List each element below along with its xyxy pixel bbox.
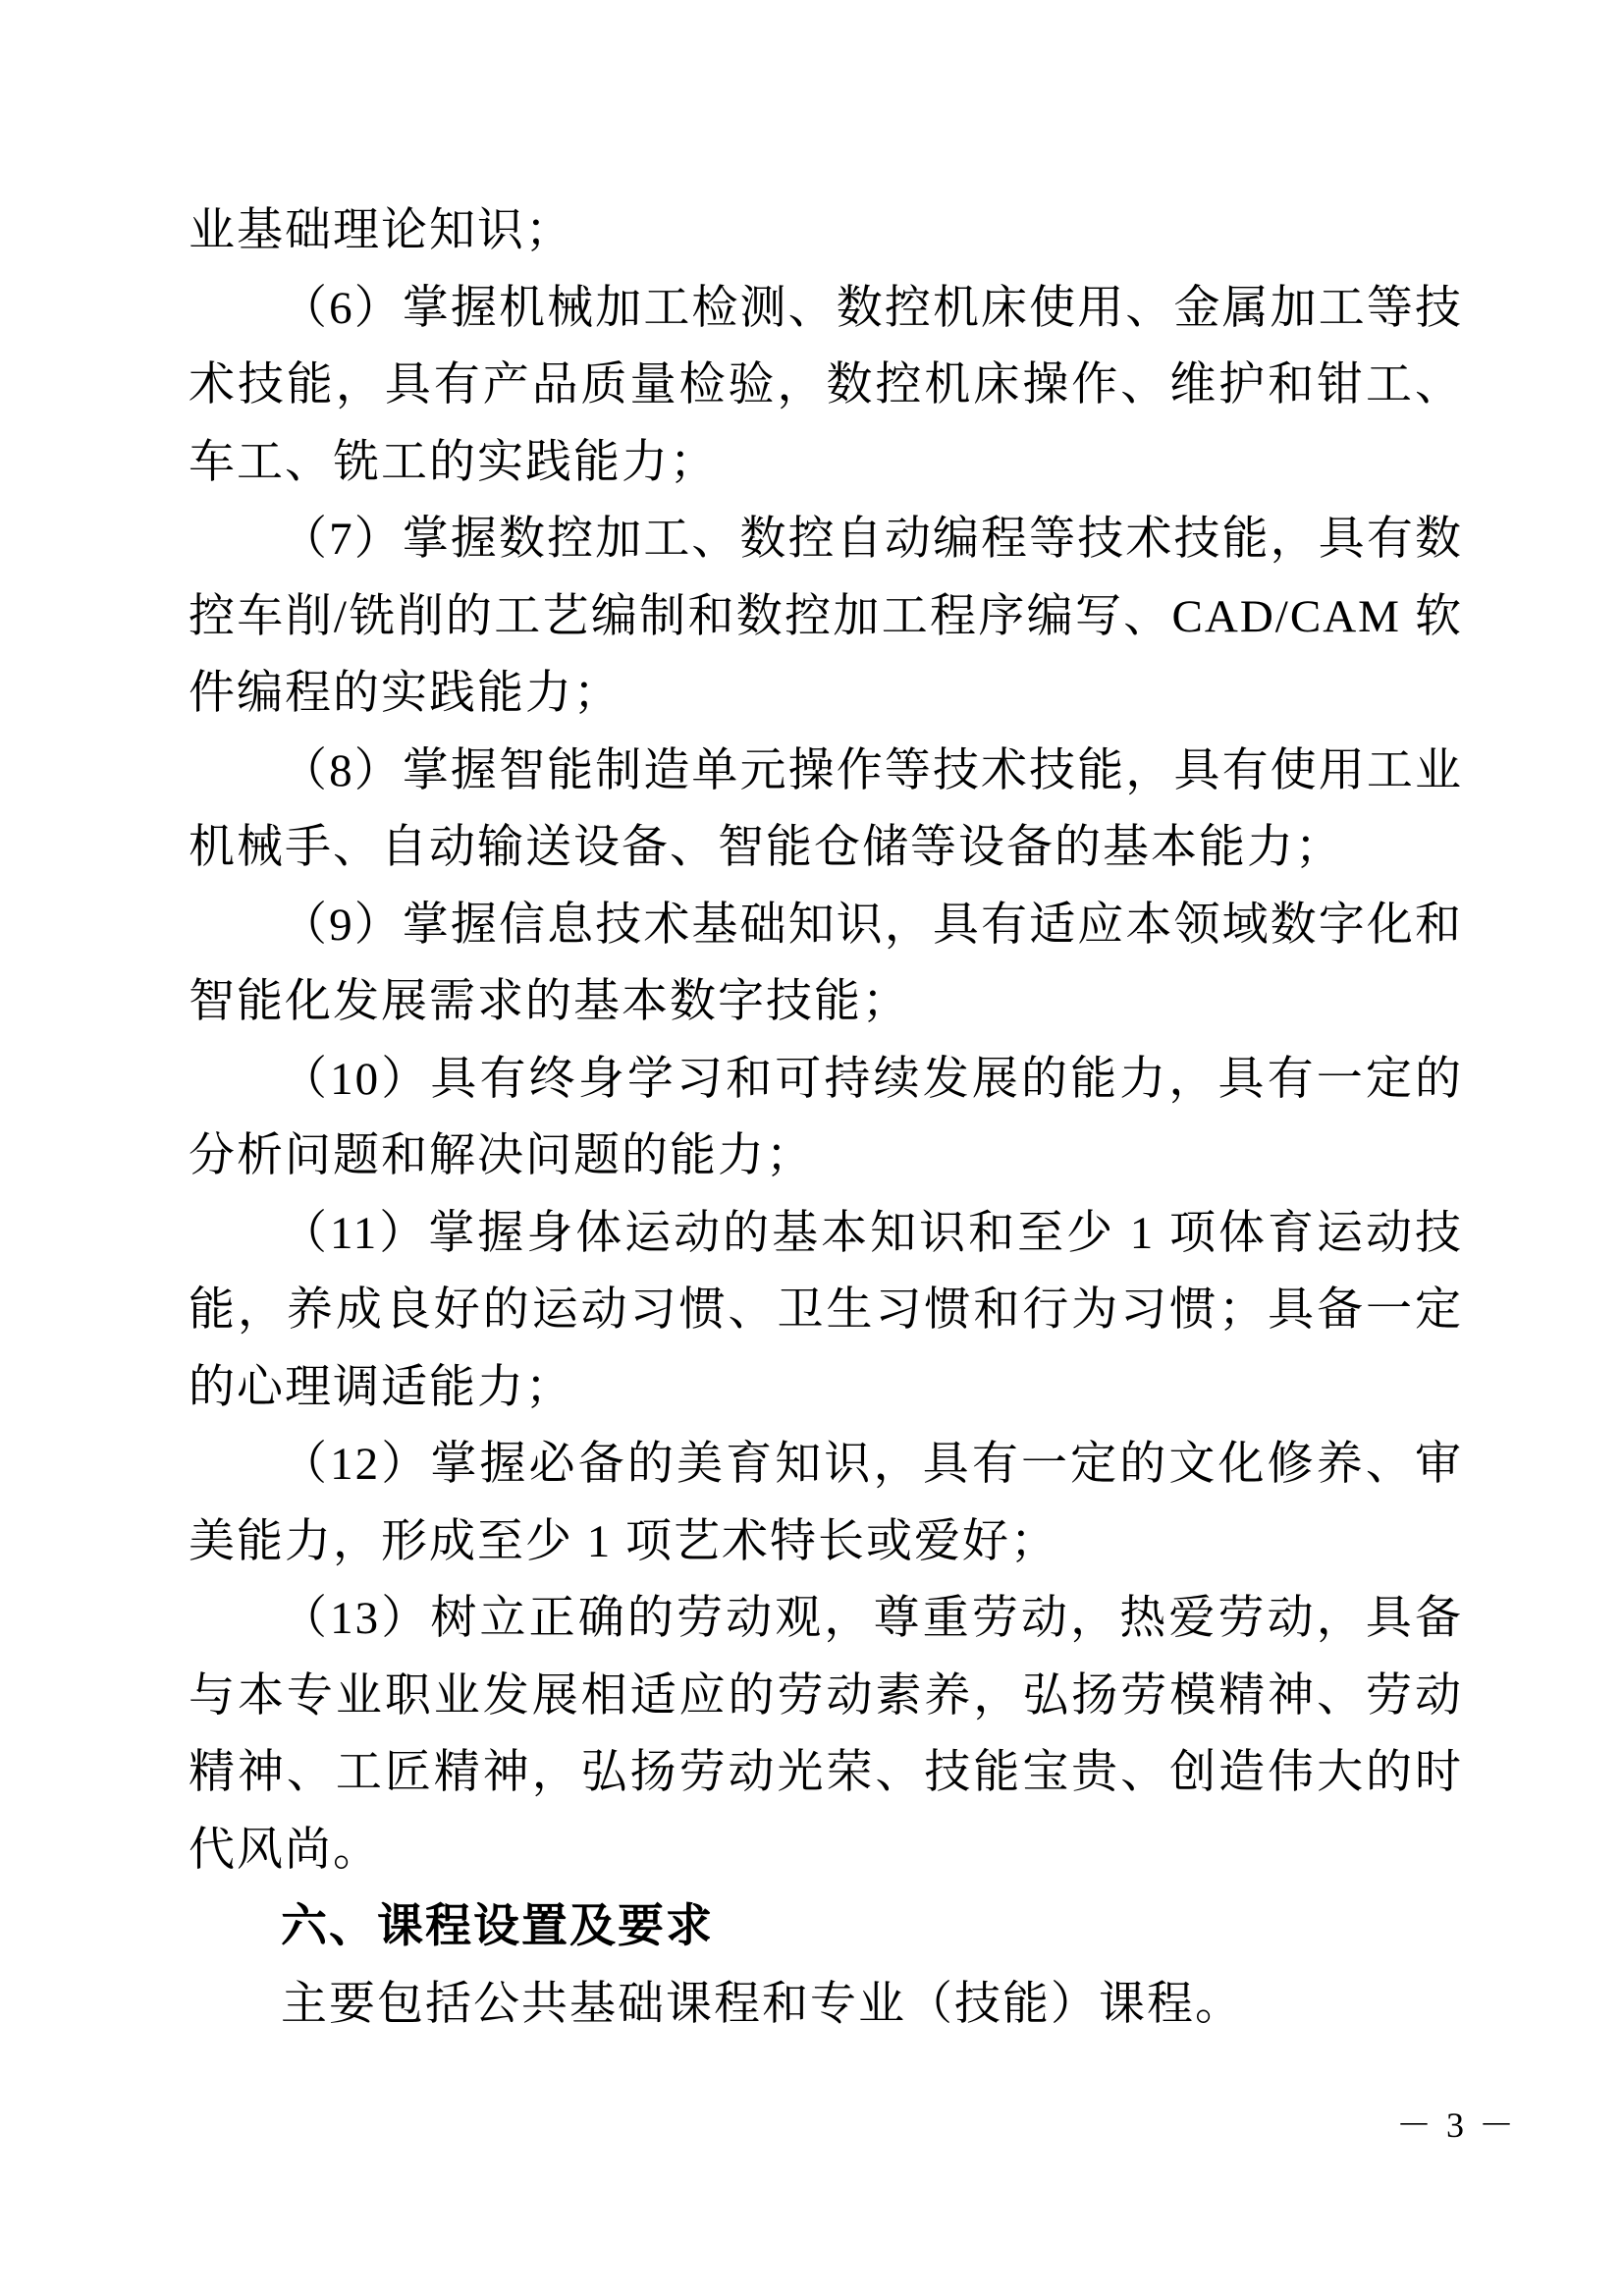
- paragraph: （6）掌握机械加工检测、数控机床使用、金属加工等技术技能，具有产品质量检验，数控机床操作、维护和钳工、车工、铣工的实践能力；: [189, 282, 1463, 488]
- paragraph: （13）树立正确的劳动观，尊重劳动，热爱劳动，具备与本专业职业发展相适应的劳动素养，弘扬劳模精神、劳动精神、工匠精神，弘扬劳动光荣、技能宝贵、创造伟大的时代风尚。: [189, 1593, 1463, 1876]
- paragraph: （11）掌握身体运动的基本知识和至少 1 项体育运动技能，养成良好的运动习惯、卫生习惯和行为习惯；具备一定的心理调适能力；: [189, 1207, 1463, 1413]
- paragraph: （7）掌握数控加工、数控自动编程等技术技能，具有数控车削/铣削的工艺编制和数控加工程序编写、CAD/CAM 软件编程的实践能力；: [189, 514, 1463, 719]
- document-body-text: [189, 192, 1463, 2043]
- paragraph: （10）具有终身学习和可持续发展的能力，具有一定的分析问题和解决问题的能力；: [189, 1053, 1463, 1181]
- paragraph: （12）掌握必备的美育知识，具有一定的文化修养、审美能力，形成至少 1 项艺术特长或爱好；: [189, 1439, 1463, 1567]
- paragraph: 主要包括公共基础课程和专业（技能）课程。: [281, 1978, 1243, 2030]
- paragraph: （8）掌握智能制造单元操作等技术技能，具有使用工业机械手、自动输送设备、智能仓储等设备的基本能力；: [189, 744, 1463, 873]
- page-number: － 3 －: [1395, 2105, 1517, 2145]
- paragraph: 业基础理论知识；: [189, 205, 573, 256]
- paragraph: （9）掌握信息技术基础知识，具有适应本领域数字化和智能化发展需求的基本数字技能；: [189, 899, 1463, 1027]
- section-heading: 六、课程设置及要求: [281, 1901, 714, 1952]
